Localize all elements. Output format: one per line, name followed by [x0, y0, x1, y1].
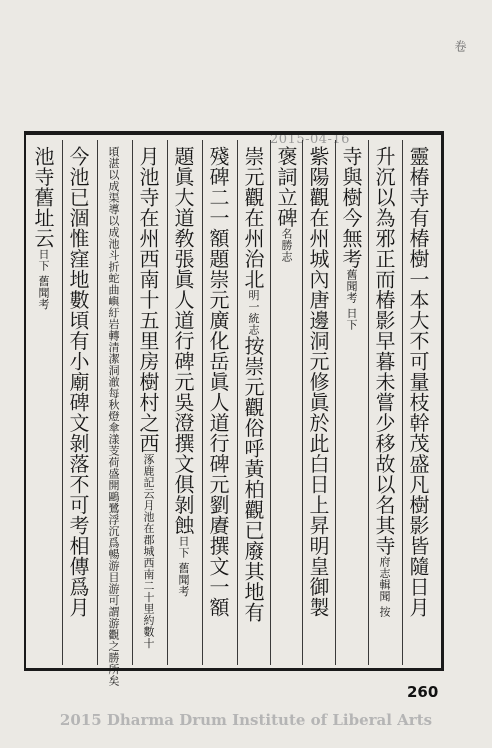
column-text: 升沉以為邪正而椿影早暮未嘗少移故以名其寺	[372, 146, 396, 556]
column-text: 題眞大道敎張眞人道行碑元吳澄撰文俱剝蝕	[171, 146, 195, 536]
inline-note: 日下 舊聞考	[177, 535, 190, 597]
column-text: 今池已涸惟窪地數頃有小廟碑文剝落不可考相傳爲月	[66, 146, 90, 618]
inline-note: 日下 舊聞考	[37, 248, 50, 310]
inline-note: 涿鹿記云月池在郡城西南二十里約數十	[142, 453, 155, 649]
inline-note: 明一統志	[247, 289, 260, 336]
column-rule	[368, 140, 369, 665]
column-text: 靈椿寺有椿樹一本大不可量枝幹茂盛凡樹影皆隨日月	[406, 146, 430, 618]
column-rule	[62, 140, 63, 665]
inline-note: 舊聞考 日下	[345, 269, 358, 331]
inline-note: 頃湛以成渠導以成池斗折蛇曲嶼紆岩轉清潔洞澈每秋燈傘漾芰荷盛開鷗鷺浮沉爲暢游目游可謂游觀之勝所矣	[107, 146, 120, 687]
column-text: 池寺舊址云	[31, 146, 55, 249]
text-column-8	[173, 146, 193, 597]
text-column-3	[341, 146, 361, 331]
column-rule	[302, 140, 303, 665]
column-text: 寺與樹今無考	[339, 146, 363, 269]
text-column-9	[138, 146, 158, 649]
text-column-11	[68, 146, 88, 618]
column-text: 褒詞立碑	[274, 146, 298, 228]
inline-note: 名勝志	[280, 228, 293, 263]
text-column-4	[308, 146, 328, 618]
column-rule	[335, 140, 336, 665]
inline-note: 府志輯聞 按	[378, 556, 391, 618]
text-column-7	[208, 146, 228, 618]
text-column-1	[408, 146, 428, 618]
column-rule	[237, 140, 238, 665]
column-rule	[202, 140, 203, 665]
column-rule	[270, 140, 271, 665]
text-column-10	[103, 146, 123, 687]
column-text: 崇元觀在州治北	[241, 146, 265, 290]
text-column-6	[243, 146, 263, 623]
column-rule	[97, 140, 98, 665]
column-text: 紫陽觀在州城內唐邊洞元修眞於此白日上昇明皇御製	[306, 146, 330, 618]
column-text: 按崇元觀俗呼黃柏觀已廢其地有	[241, 335, 265, 623]
page-edge-marks: 卷	[453, 40, 467, 52]
column-text: 月池寺在州西南十五里房樹村之西	[136, 146, 160, 454]
page-number: 260	[407, 683, 439, 701]
column-rule	[402, 140, 403, 665]
date-stamp: 2015-04-16	[270, 132, 350, 147]
text-column-2	[374, 146, 394, 618]
watermark-text: 2015 Dharma Drum Institute of Liberal Arts	[59, 711, 433, 729]
column-rule	[132, 140, 133, 665]
column-text: 殘碑二一額題崇元廣化岳眞人道行碑元劉賡撰文一額	[206, 146, 230, 618]
column-rule	[167, 140, 168, 665]
text-column-5	[276, 146, 296, 263]
text-column-12	[33, 146, 53, 310]
